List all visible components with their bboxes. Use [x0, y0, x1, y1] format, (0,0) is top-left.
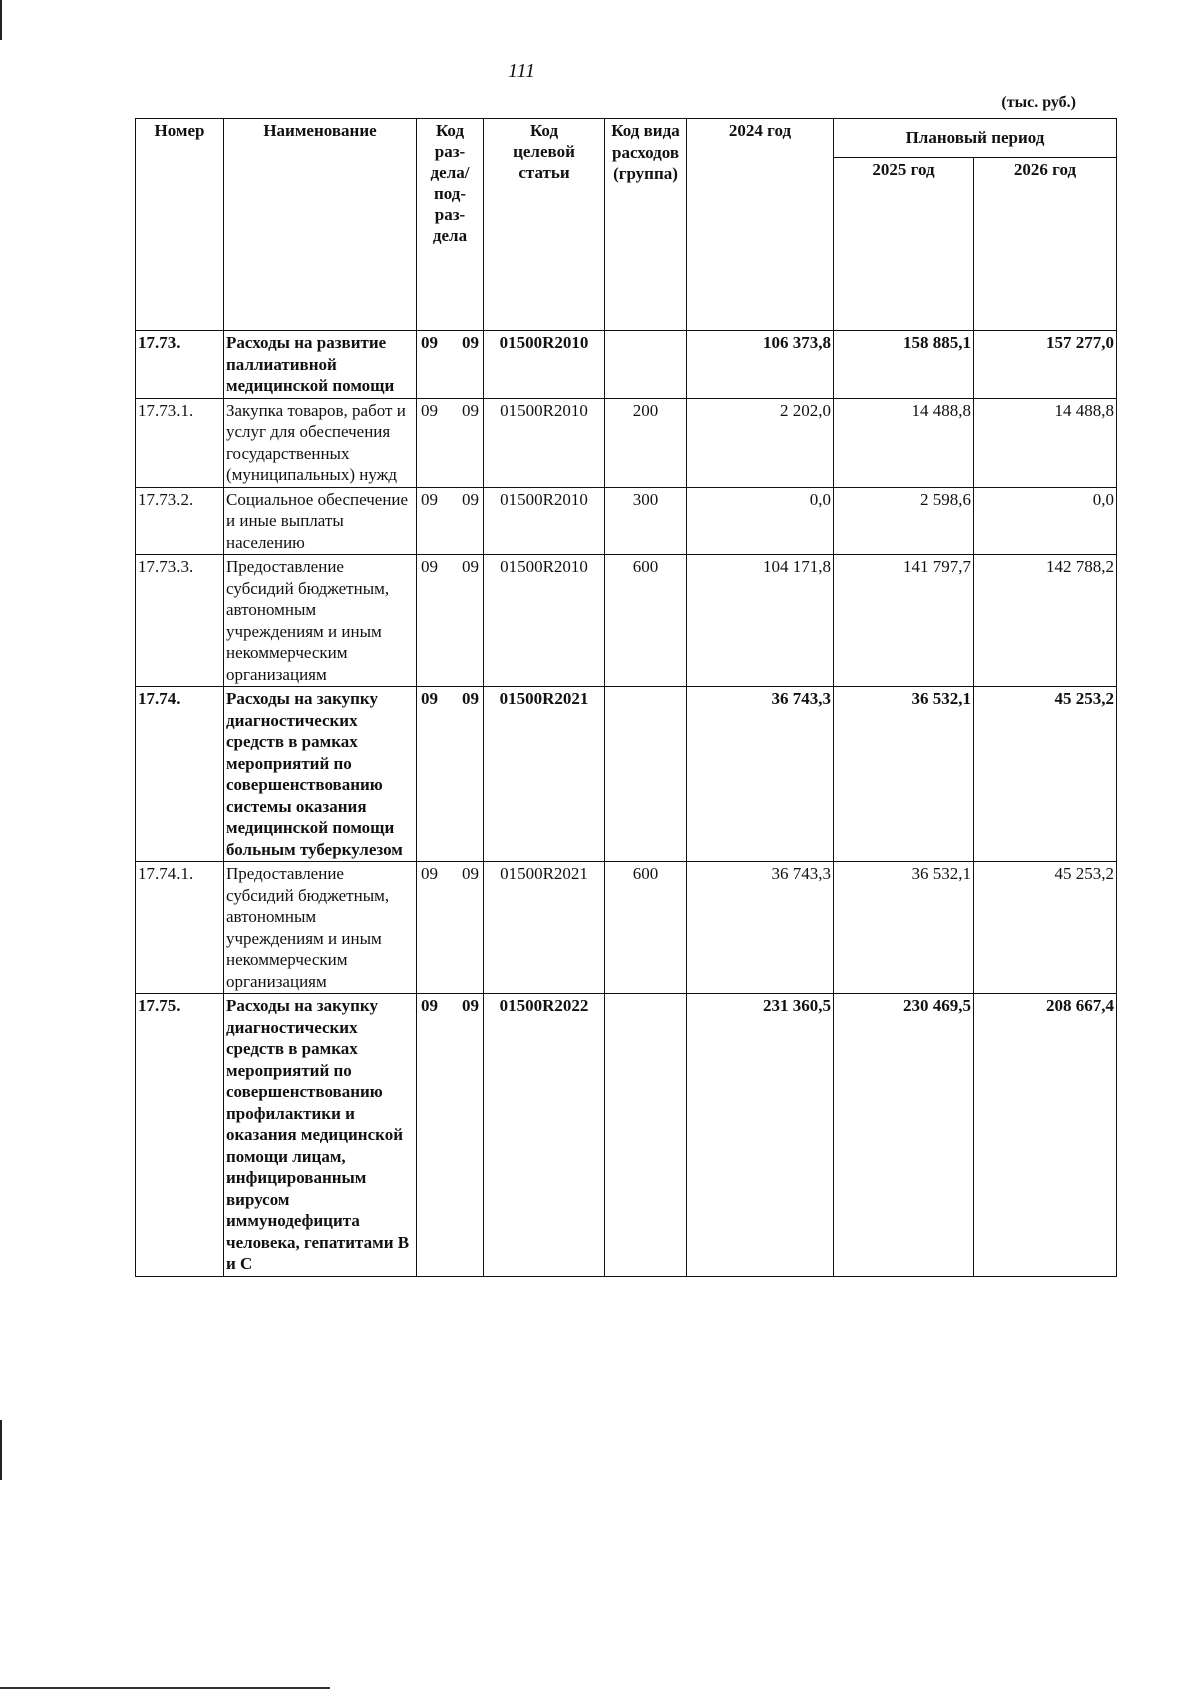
row-amount-2026: 14 488,8 [974, 398, 1117, 487]
units-label: (тыс. руб.) [1001, 94, 1076, 111]
row-expense-type [605, 687, 687, 862]
table-row [136, 331, 1117, 399]
row-expense-type: 600 [605, 555, 687, 687]
row-subsection: 09 [462, 400, 479, 420]
row-section: 09 [421, 400, 438, 420]
budget-table [135, 118, 1117, 1277]
row-amount-2024: 36 743,3 [687, 687, 834, 862]
table-row [136, 487, 1117, 555]
header-year-2026: 2026 год [974, 158, 1117, 331]
row-section-code [417, 398, 484, 487]
header-name: Наименование [224, 119, 417, 331]
row-name: Предоставление субсидий бюджетным, автономным учреждениям и иным некоммерческим организациям [224, 862, 417, 994]
header-year-2024: 2024 год [687, 119, 834, 331]
scan-edge-mark [0, 1420, 2, 1480]
row-number: 17.74. [136, 687, 224, 862]
row-section: 09 [421, 489, 438, 509]
row-amount-2025: 36 532,1 [834, 862, 974, 994]
row-amount-2024: 36 743,3 [687, 862, 834, 994]
row-subsection: 09 [462, 333, 479, 352]
row-target-code: 01500R2021 [484, 862, 605, 994]
row-target-code: 01500R2010 [484, 331, 605, 399]
row-name: Закупка товаров, работ и услуг для обеспечения государственных (муниципальных) нужд [224, 398, 417, 487]
row-amount-2026: 45 253,2 [974, 862, 1117, 994]
table-row [136, 687, 1117, 862]
header-target-code: Код целевой статьи [484, 119, 605, 331]
row-amount-2024: 104 171,8 [687, 555, 834, 687]
row-number: 17.75. [136, 994, 224, 1277]
table-row [136, 994, 1117, 1277]
row-section-code [417, 555, 484, 687]
header-year-2025: 2025 год [834, 158, 974, 331]
row-name: Расходы на закупку диагностических средств в рамках мероприятий по совершенствованию системы оказания медицинской помощи больным туберкулезом [224, 687, 417, 862]
header-planning-period: Плановый период [834, 119, 1117, 158]
table-row [136, 398, 1117, 487]
row-section: 09 [421, 864, 438, 883]
scan-edge-mark [0, 0, 2, 40]
table-body [136, 331, 1117, 1277]
row-section-code [417, 487, 484, 555]
row-amount-2025: 158 885,1 [834, 331, 974, 399]
table-row [136, 555, 1117, 687]
table-header [136, 119, 1117, 331]
row-section-code [417, 687, 484, 862]
row-number: 17.73.2. [136, 487, 224, 555]
row-name: Предоставление субсидий бюджетным, автономным учреждениям и иным некоммерческим организациям [224, 555, 417, 687]
row-target-code: 01500R2021 [484, 687, 605, 862]
row-amount-2025: 141 797,7 [834, 555, 974, 687]
row-subsection: 09 [462, 557, 479, 576]
row-target-code: 01500R2010 [484, 555, 605, 687]
row-number: 17.73.3. [136, 555, 224, 687]
row-number: 17.74.1. [136, 862, 224, 994]
header-section-code: Код раз-дела/ под-раз-дела [417, 119, 484, 331]
row-expense-type: 600 [605, 862, 687, 994]
row-amount-2024: 2 202,0 [687, 398, 834, 487]
row-subsection: 09 [462, 996, 479, 1015]
row-amount-2024: 231 360,5 [687, 994, 834, 1277]
row-amount-2026: 0,0 [974, 487, 1117, 555]
row-amount-2025: 2 598,6 [834, 487, 974, 555]
row-amount-2025: 14 488,8 [834, 398, 974, 487]
row-number: 17.73. [136, 331, 224, 399]
table-row [136, 862, 1117, 994]
header-expense-type-code: Код вида расходов (группа) [605, 119, 687, 331]
row-target-code: 01500R2010 [484, 398, 605, 487]
row-amount-2026: 45 253,2 [974, 687, 1117, 862]
scan-bottom-line [0, 1687, 330, 1689]
row-section-code [417, 994, 484, 1277]
row-number: 17.73.1. [136, 398, 224, 487]
row-subsection: 09 [462, 489, 479, 509]
row-amount-2026: 208 667,4 [974, 994, 1117, 1277]
row-expense-type: 300 [605, 487, 687, 555]
row-amount-2025: 36 532,1 [834, 687, 974, 862]
row-section-code [417, 331, 484, 399]
row-amount-2026: 142 788,2 [974, 555, 1117, 687]
row-name: Расходы на развитие паллиативной медицинской помощи [224, 331, 417, 399]
row-section: 09 [421, 557, 438, 576]
row-target-code: 01500R2022 [484, 994, 605, 1277]
row-name: Расходы на закупку диагностических средств в рамках мероприятий по совершенствованию профилактики и оказания медицинской помощи лицам, инфицированным вирусом иммунодефицита человека, гепатитами B и C [224, 994, 417, 1277]
row-section: 09 [421, 689, 438, 708]
row-expense-type [605, 994, 687, 1277]
row-subsection: 09 [462, 689, 479, 708]
page-number: 111 [508, 60, 536, 82]
row-name: Социальное обеспечение и иные выплаты населению [224, 487, 417, 555]
header-number: Номер [136, 119, 224, 331]
row-subsection: 09 [462, 864, 479, 883]
row-expense-type [605, 331, 687, 399]
row-expense-type: 200 [605, 398, 687, 487]
row-target-code: 01500R2010 [484, 487, 605, 555]
row-amount-2024: 0,0 [687, 487, 834, 555]
row-amount-2025: 230 469,5 [834, 994, 974, 1277]
row-amount-2026: 157 277,0 [974, 331, 1117, 399]
row-section: 09 [421, 996, 438, 1015]
row-amount-2024: 106 373,8 [687, 331, 834, 399]
row-section: 09 [421, 333, 438, 352]
row-section-code [417, 862, 484, 994]
